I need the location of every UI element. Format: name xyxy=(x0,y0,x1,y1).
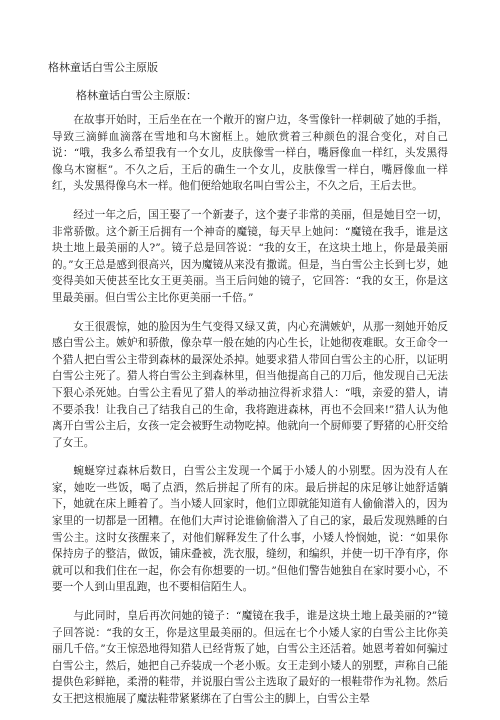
paragraph-5: 与此同时，皇后再次问她的镜子：“魔镜在我手，谁是这块土地上最美丽的?”镜子回答说：“我的女王，你是这里最美丽的。但远在七个小矮人家的白雪公主比你美丽几千倍。”女王惊恐地得知猎人已经背叛了她，白雪公主还活着。她恩考着如何骗过白雪公主，然后，她把自己乔装成一个老小贩。女王走到小矮人的别墅，声称自己能提供色彩鲜艳，柔滑的鞋带，并说服白雪公主选取了最好的一根鞋带作为礼物。然后女王把这根施展了魔法鞋带紧紧绑在了白雪公主的脚上，白雪公主晕 xyxy=(52,610,448,705)
paragraph-3: 女王很震惊，她的脸因为生气变得又绿又黄，内心充满嫉妒，从那一刻她开始反感白雪公主。嫉妒和骄傲，像杂草一般在她的内心生长，让她彻夜难眠。女王命令一个猎人把白雪公主带到森林的最深处杀掉。她要求猎人带回白雪公主的心肝，以证明白雪公主死了。猎人将白雪公主到森林里，但当他提高自己的刀后，他发现自己无法下狠心杀死她。白雪公主看见了猎人的举动抽泣得祈求猎人：“哦，亲爱的猎人，请不要杀我！让我自己了结我自己的生命，我将跑进森林，再也不会回来!”猎人认为他离开白雪公主后，女孩一定会被野生动物吃掉。他就向一个厨师要了野猪的心肝交给了女王。 xyxy=(52,320,448,449)
paragraph-1: 在故事开始时，王后坐在在一个敞开的窗户边，冬雪像针一样刺破了她的手指，导致三滴鲜血滴落在雪地和乌木窗框上。她欣赏着三种颜色的混合变化，对自己说：“哦，我多么希望我有一个女儿，皮肤像雪一样白，嘴唇像血一样红，头发黑得像乌木窗框”。不久之后，王后的确生一个女儿，皮肤像雪一样白，嘴唇像血一样红，头发黑得像乌木一样。他们便给她取名叫白雪公主，不久之后，王后去世。 xyxy=(52,114,448,193)
document-body xyxy=(52,112,448,720)
document-title: 格林童话白雪公主原版 xyxy=(48,61,158,74)
document-subtitle: 格林童话白雪公主原版： xyxy=(76,89,197,102)
paragraph-4: 蜿蜒穿过森林后数日，白雪公主发现一个属于小矮人的小别墅。因为没有人在家，她吃一些饭，喝了点酒，然后拼起了所有的床。最后拼起的床足够让她舒适躺下，她就在床上睡着了。当小矮人回家时，他们立即就能知道有人偷偷潜入的，因为家里的一切都是一团糟。在他们大声讨论谁偷偷潜入了自己的家，最后发现熟睡的白雪公主。这时女孩醒来了，对他们解释发生了什么事，小矮人怜悯她，说：“如果你保持房子的整洁，做饭，铺床叠被，洗衣服，缝纫，和编织，并使一切干净有序，你就可以和我们住在一起，你会有你想要的一切。”但他们警告她独自在家时要小心，不要一个人到山里乱跑，也不要相信陌生人。 xyxy=(52,465,448,594)
paragraph-2: 经过一年之后，国王娶了一个新妻子，这个妻子非常的美丽，但是她目空一切，非常骄傲。这个新王后拥有一个神奇的魔镜，每天早上她问：“魔镜在我手，谁是这块土地上最美丽的人?”。镜子总是回答说：“我的女王，在这块土地上，你是最美丽的。”女王总是感到很高兴，因为魔镜从来没有撒谎。但是，当白雪公主长到七岁，她变得美如天使甚至比女王更美丽。当王后问她的镜子，它回答：“我的女王，你是这里最美丽。但白雪公主比你更美丽一千倍。” xyxy=(52,208,448,304)
